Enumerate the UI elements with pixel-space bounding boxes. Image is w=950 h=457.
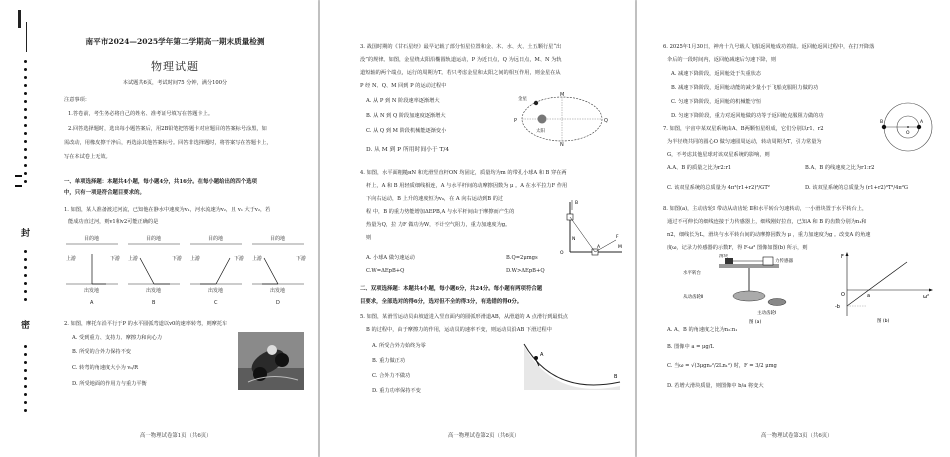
question-3-option-a: A. 从 P 到 N 阶段速率逐渐增大 — [366, 98, 440, 104]
question-4-line-3: 下向右运动，B 上升的速度恒为v₀，在 A 向右运动到B 的过 — [366, 196, 504, 202]
binding-dots-mid — [24, 250, 27, 306]
question-7-option-b: B.A、B 的线速度之比为r1:r2 — [805, 165, 875, 171]
question-4-option-c: C.W=ΔEpB+Q — [366, 268, 405, 274]
section-2-heading-line-1: 二、双项选择题：本题共4小题，每小题6分，共24分。每小题有两项符合题 — [360, 286, 543, 292]
question-5-line-2: B 的过程中，由于摩擦力的作用，运动员的速率不变，则运动员沿AB 下滑过程中 — [366, 327, 552, 333]
start-label: 出发地 — [84, 288, 100, 294]
question-3-line-2: 没”的规律。如图，金星绕太阳沿椭圆轨道运动，P 为近日点，Q 为远日点，M、N 为轨 — [360, 57, 562, 63]
intercept-a-label: a — [867, 293, 871, 299]
question-8-option-a: A. A、B 的角速度之比为n₂:n₁ — [667, 327, 738, 333]
question-2-option-c: C. 转弯的角速度大小为 v₀/R — [72, 365, 139, 371]
point-n-label: N — [560, 142, 564, 146]
upstream-label: 上游 — [252, 256, 263, 262]
exam-page-1 — [0, 0, 318, 457]
svg-text:B: B — [575, 201, 579, 206]
question-4-line-4: 程 中，B 的重力势能增加ΔEPB,A 与水平杆间由于摩擦而产生的 — [366, 209, 515, 215]
svg-text:M: M — [618, 245, 622, 250]
option-label-d: D — [276, 300, 280, 306]
upstream-label: 上游 — [190, 256, 201, 262]
destination-label: 目的地 — [146, 236, 162, 242]
question-6-option-d: D. 匀速下降阶段，重力对返回舱做的功等于返回舱克服阻力做的功 — [671, 113, 824, 119]
section-2-heading-line-2: 目要求，全部选对的得6分，选对但不全的得3分，有选错的得0分。 — [360, 299, 523, 305]
option-label-c: C — [214, 300, 218, 306]
question-7-option-a: A.A、B 的质量之比为r2:r1 — [667, 165, 732, 171]
svg-text:F: F — [616, 235, 619, 240]
destination-label: 目的地 — [270, 236, 286, 242]
binding-margin — [0, 0, 40, 457]
question-2-stem: 2. 如图，摩托车沿平行于P 的水平圆弧弯道以v0的速率转弯，则摩托车 — [64, 321, 228, 327]
question-3-line-3: 道短轴的两个端点，运行的周期为T。若只考虑金星和太阳之间的相互作用，则金星在从 — [360, 70, 561, 76]
river-diagram-b — [128, 235, 182, 306]
upstream-label: 上游 — [66, 256, 77, 262]
driven-gear-label: 从动齿轮Ⅱ — [683, 295, 704, 300]
downstream-label: 下游 — [296, 256, 307, 262]
binary-star-figure — [873, 100, 943, 154]
star-a-label: A — [920, 120, 924, 125]
start-label: 出发地 — [208, 288, 224, 294]
axis-f-label: F — [841, 254, 844, 260]
question-2-option-b: B. 所受的合外力保持不变 — [72, 349, 131, 355]
option-label-a: A — [90, 300, 94, 306]
point-p-label: P — [514, 118, 518, 124]
skier-icon — [534, 356, 538, 360]
question-4-line-1: 4. 如图，水平面粗糙ʜN 和光滑竖直杆ON 均固定，质量均为m 的带孔小球A 和 B 穿在两 — [360, 170, 567, 176]
question-4-line-5: 热量为Q，拉 力F 做功为W，不计空气阻力，重力加速度为g。 — [366, 222, 511, 228]
downstream-label: 下游 — [110, 256, 121, 262]
rod-figure — [548, 196, 624, 256]
motorcycle-photo — [238, 332, 304, 390]
sun-icon — [538, 115, 547, 124]
question-7-line-1: 7. 如图，宇宙中某双星系统由A、B两颗恒星组成，它们分别以r1、r2 — [663, 126, 824, 132]
origin-label: O — [841, 292, 845, 298]
question-4-line-2: 杆上，A 和 B 用轻质细线相连，A 与水平杆间的动摩擦因数为 μ 。A 在水平拉力F 作用 — [366, 183, 568, 189]
upstream-label: 上游 — [128, 256, 139, 262]
exam-page-3 — [637, 0, 950, 457]
question-2-option-d: D. 所受地面的作用力与重力平衡 — [72, 381, 147, 387]
start-label: 出发地 — [270, 288, 286, 294]
sun-label: 太阳 — [536, 129, 545, 134]
star-b-label: B — [880, 120, 884, 125]
river-diagram-d — [252, 235, 306, 306]
question-3-line-4: P 经 N、Q、M 回到 P 的运动过程中 — [360, 83, 447, 89]
page-2-footer: 高一物理试卷第2页（共6页） — [448, 433, 520, 439]
point-q-label: Q — [604, 118, 608, 124]
note-2-line-2: 需改动，用橡皮擦干净后，再选涂其他答案标号。回答非选择题时，将答案写在答题卡上， — [64, 140, 272, 146]
subject-title: 物理试题 — [151, 60, 199, 73]
slider-label: 滑块 — [719, 254, 728, 259]
svg-text:N: N — [572, 237, 576, 242]
figure-a-caption: 图 (a) — [749, 320, 762, 324]
question-3-option-d: D. 从 M 到 P 所用时间小于 T/4 — [366, 147, 450, 153]
exam-header: 南平市2024—2025学年第二学期高一期末质量检测 — [85, 37, 265, 46]
driving-gear-label: 主动齿轮Ⅰ — [757, 311, 777, 316]
start-label: 出发地 — [146, 288, 162, 294]
destination-label: 目的地 — [84, 236, 100, 242]
binding-dots-top — [24, 60, 27, 188]
question-6-line-2: 伞后的一段时间内，返回舱减速后匀速下降，则 — [667, 57, 776, 63]
question-7-option-c: C. 该双星系统的总质量为 4π²(r1+r2)³/GT² — [667, 185, 770, 191]
binding-dots-bottom — [24, 345, 27, 417]
axis-w-label: ω² — [923, 294, 930, 300]
question-2-option-a: A. 受到重力、支持力、摩擦力和向心力 — [72, 335, 163, 341]
option-label-b: B — [152, 300, 156, 306]
question-1-figure — [62, 228, 310, 310]
note-1: 1.答卷前，考生务必将自己的姓名、准考证号填写在答题卡上。 — [68, 111, 214, 117]
question-3-line-1: 3. 战国时期的《甘石星经》最早记载了部分恒星位置和金、木、水、火、土五颗行星“出 — [360, 44, 562, 50]
question-1-line-1: 1. 如图，某人准备渡过河流，已知他在静水中速度为v₁，河水流速为v₂，且 v₁ 大于v₂，若 — [64, 207, 271, 213]
river-diagram-a — [66, 235, 120, 306]
river-diagram-c — [190, 235, 244, 306]
force-line — [847, 262, 907, 306]
question-1-line-2: 能成功直过河，则v1和v2可能正确的是 — [68, 219, 159, 225]
question-6-option-c: C. 匀速下降阶段，返回舱的机械能守恒 — [671, 99, 762, 105]
venus-label: 金星 — [518, 97, 527, 102]
point-m-label: M — [560, 92, 565, 98]
question-8-line-4: 度ω，记录力传感器的示数F，得 F-ω² 图像如图(b) 所示，则 — [667, 245, 808, 251]
question-4-option-d: D.W>ΔEpB+Q — [506, 268, 545, 274]
point-a-label: A — [540, 352, 544, 358]
seal-character-top: 封 — [19, 228, 29, 237]
page-1-footer: 高一物理试卷第1页（共6页） — [140, 433, 212, 439]
orbit-figure — [512, 92, 612, 146]
note-2-line-1: 2.回答选择题时，选出每小题答案后，用2B铅笔把答题卡对应题目的答案标号涂黑，如 — [68, 126, 267, 132]
turntable-label: 水平转台 — [683, 271, 701, 276]
question-5-option-a: A. 所受合外力始终为零 — [372, 343, 426, 349]
question-8-line-2: 通过不可伸长的细线连接于力传感器上，细线刚好拉直，已知A 和 B 的齿数分别为n₁和 — [667, 219, 867, 225]
section-1-heading-line-1: 一、单项选择题：本题共4小题，每小题4分，共16分。在每小题给出的四个选项 — [64, 179, 257, 185]
note-2-line-3: 写在本试卷上无效。 — [64, 154, 111, 160]
question-7-line-2: 为半径绕共同的圆心O 做匀速圆周运动，转动周期为T，引力常量为 — [667, 139, 822, 145]
question-8-option-c: C. 当ω = √(3μgn₂²/2Ln₁²) 时，F = 3/2 μmg — [667, 363, 777, 369]
question-5-option-b: B. 重力做正功 — [372, 358, 406, 364]
notes-title: 注意事项： — [64, 97, 90, 103]
question-8-line-1: 8. 如图(a)，主动齿轮I 带动从动齿轮 Ⅱ和水平转台匀速转动，一小滑块置于水平转台上， — [663, 206, 868, 212]
driving-gear-icon — [768, 299, 786, 306]
sensor-label: 力传感器 — [775, 259, 793, 264]
question-8-line-3: n2，细线长为L，滑块与水平转台间的动摩擦因数为 μ ，重力加速度为g 。改变A 的角速 — [667, 232, 871, 238]
point-b-label: B — [614, 374, 618, 380]
section-1-heading-line-2: 中，只有一项是符合题目要求的。 — [64, 190, 145, 196]
question-3-option-b: B. 从 N 到 Q 阶段加速度逐渐增大 — [366, 113, 446, 119]
question-5-line-1: 5. 如图，某滑雪运动员由坡道进入竖直面内的圆弧形滑道AB，从滑道的 A 点滑行到最低点 — [360, 314, 568, 320]
driven-gear-icon — [733, 291, 765, 301]
question-6-option-a: A. 减速下降阶段，返回舱处于失重状态 — [671, 71, 762, 77]
downstream-label: 下游 — [234, 256, 245, 262]
venus-icon — [534, 101, 538, 105]
question-8-option-b: B. 图像中 a = μg/L — [667, 344, 714, 350]
svg-text:O: O — [560, 251, 564, 256]
question-5-option-d: D. 重力功率保持不变 — [372, 388, 421, 394]
exam-page-2 — [320, 0, 635, 457]
ski-slope-figure — [520, 338, 624, 390]
force-graph-b — [827, 250, 937, 324]
question-4-option-a: A. 小球A 做匀速运动 — [366, 255, 415, 261]
destination-label: 目的地 — [208, 236, 224, 242]
question-6-line-1: 6. 2025年1月30日，神舟十九号载人飞船返回舱成功着陆。返回舱返回过程中，在打开降落 — [663, 44, 875, 50]
star-a-icon — [917, 125, 921, 129]
figure-b-caption: 图 (b) — [877, 319, 890, 324]
gear-figure-a — [681, 254, 811, 324]
star-b-icon — [882, 125, 886, 129]
question-7-line-3: G，不考虑其他星球对该双星系统的影响，则 — [667, 152, 770, 158]
seal-character-bottom: 密 — [19, 320, 29, 329]
question-3-option-c: C. 从 Q 到 M 阶段机械能逐渐变小 — [366, 128, 447, 134]
center-o-label: O — [906, 131, 910, 136]
question-4-option-b: B.Q=2μmgs — [506, 255, 538, 261]
question-6-option-b: B. 减速下降阶段，返回舱动能的减少量小于飞船克服阻力做的功 — [671, 85, 819, 91]
force-sensor-icon — [763, 257, 773, 265]
intercept-b-label: -b — [835, 304, 840, 310]
exam-meta: 本试题共6页，考试时间75 分钟，满分100分 — [122, 80, 228, 86]
question-7-option-d: D. 该双星系统的总质量为 (r1+r2)³T²/4π²G — [805, 185, 909, 191]
downstream-label: 下游 — [172, 256, 183, 262]
question-4-line-6: 则 — [366, 235, 372, 241]
svg-text:A: A — [597, 245, 601, 250]
question-5-option-c: C. 合外力不做功 — [372, 373, 411, 379]
page-3-footer: 高一物理试卷第3页（共6页） — [761, 433, 833, 439]
question-8-option-d: D. 若增大滑块质量，则图像中 b/a 将变大 — [667, 383, 764, 389]
